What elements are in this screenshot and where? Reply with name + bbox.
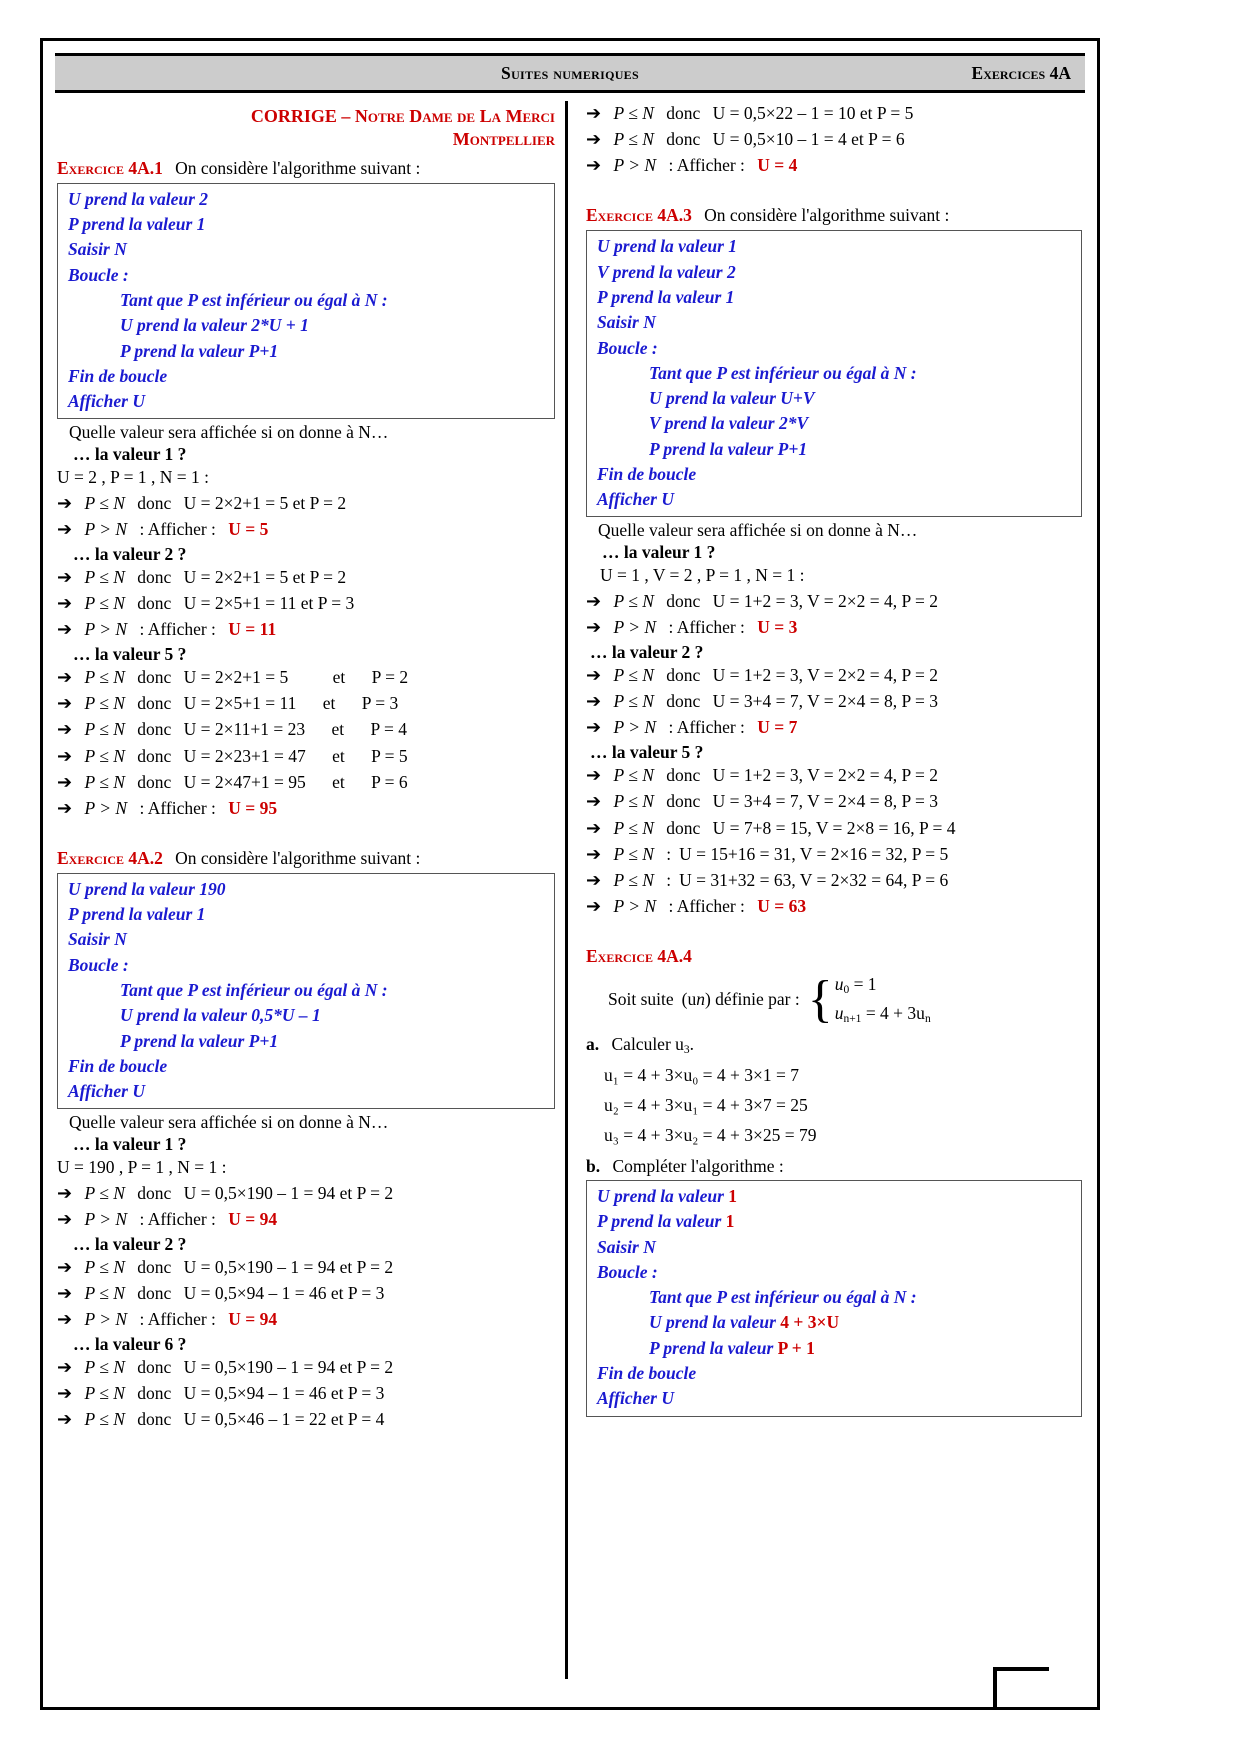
condition: P > N xyxy=(613,616,657,637)
algo-line: V prend la valeur 2*V xyxy=(649,413,809,434)
step-expr: U = 2×47+1 = 95 xyxy=(183,771,306,792)
algo-line: Tant que P est inférieur ou égal à N : xyxy=(120,980,388,1001)
arrow-icon: ➔ xyxy=(586,869,602,891)
afficher-word: : Afficher : xyxy=(139,619,216,640)
condition: P ≤ N xyxy=(84,1409,125,1430)
algo-line: Boucle : xyxy=(597,337,658,358)
condition: P > N xyxy=(84,619,128,640)
exercise-2-case-1-result xyxy=(57,1207,555,1233)
donc-word: donc xyxy=(666,817,701,838)
algo-line: U prend la valeur 2 xyxy=(68,188,208,209)
exercise-3-label: Exercice 4A.3 xyxy=(586,205,692,226)
suite-close: ) définie par : xyxy=(704,988,800,1009)
algo-line: U prend la valeur 1 xyxy=(597,236,737,257)
donc-word: donc xyxy=(137,1257,172,1277)
condition: P ≤ N xyxy=(613,590,654,611)
algorithm-box-2 xyxy=(57,873,555,1110)
result-value: U = 63 xyxy=(757,895,807,916)
step-expr: U = 0,5×94 – 1 = 46 et P = 3 xyxy=(183,1383,385,1404)
step-expr: U = 2×5+1 = 11 xyxy=(183,693,297,714)
algo-line: P prend la valeur 1 xyxy=(68,904,206,925)
et-word: et xyxy=(331,719,345,740)
afficher-word: : Afficher : xyxy=(668,717,745,738)
fill-in-value: 1 xyxy=(725,1211,735,1232)
p-value: P = 3 xyxy=(361,693,399,714)
step-expr: U = 0,5×94 – 1 = 46 et P = 3 xyxy=(183,1283,385,1304)
exercise-1-case-5-result xyxy=(57,796,555,822)
algo-line: Boucle : xyxy=(597,1261,658,1282)
condition: P ≤ N xyxy=(84,593,125,614)
algo-line: P prend la valeur 1 xyxy=(68,214,206,235)
arrow-icon: ➔ xyxy=(57,797,73,819)
et-word: et xyxy=(322,693,336,714)
et-word: et xyxy=(332,667,346,688)
exercise-1-heading xyxy=(57,157,555,180)
step-expr: U = 2×5+1 = 11 et P = 3 xyxy=(183,593,355,614)
step-expr: U = 0,5×46 – 1 = 22 et P = 4 xyxy=(183,1409,385,1430)
algo-line: V prend la valeur 2 xyxy=(597,261,736,282)
exercise-1-case-5-step-2 xyxy=(57,691,555,717)
condition: P ≤ N xyxy=(613,869,654,890)
document-page xyxy=(40,38,1100,1710)
arrow-icon: ➔ xyxy=(57,1409,73,1431)
exercise-4-calc-3: u₃ = 4 + 3×u₂ = 4 + 3×25 = 79 xyxy=(604,1124,817,1145)
exercise-4-part-b xyxy=(586,1156,1082,1177)
arrow-icon: ➔ xyxy=(586,791,602,813)
arrow-icon: ➔ xyxy=(57,745,73,767)
condition: P > N xyxy=(84,1208,128,1229)
arrow-icon: ➔ xyxy=(586,590,602,612)
donc-word: donc xyxy=(137,719,172,740)
algo-line: P prend la valeur P + 1 xyxy=(649,1337,815,1358)
case-label-text: … la valeur 6 ? xyxy=(73,1334,187,1355)
case-label-text: … la valeur 2 ? xyxy=(590,642,704,663)
left-column xyxy=(53,101,561,1679)
step-expr: U = 3+4 = 7, V = 2×4 = 8, P = 3 xyxy=(712,691,938,712)
arrow-icon: ➔ xyxy=(57,492,73,514)
condition: P ≤ N xyxy=(84,1257,125,1277)
exercise-3-case-5-label xyxy=(586,742,1082,763)
exercise-2-case-1-step-1 xyxy=(57,1181,555,1207)
step-expr: U = 31+32 = 63, V = 2×32 = 64, P = 6 xyxy=(679,869,949,890)
condition: P ≤ N xyxy=(613,129,654,150)
exercise-2-prompt: On considère l'algorithme suivant : xyxy=(175,847,421,868)
case-label-text: … la valeur 5 ? xyxy=(73,644,187,665)
case-label-text: … la valeur 2 ? xyxy=(73,543,187,564)
donc-word: donc xyxy=(137,593,172,614)
arrow-icon: ➔ xyxy=(586,717,602,739)
arrow-icon: ➔ xyxy=(57,1357,73,1379)
exercise-2-case-2-result xyxy=(57,1307,555,1333)
exercise-3-case-1-result xyxy=(586,615,1082,641)
suite-open: (u xyxy=(681,988,697,1009)
exercise-2-label: Exercice 4A.2 xyxy=(57,847,163,868)
result-value: U = 11 xyxy=(228,619,277,640)
exercise-2-heading xyxy=(57,847,555,870)
result-value: U = 5 xyxy=(228,518,269,539)
step-expr: U = 0,5×190 – 1 = 94 et P = 2 xyxy=(183,1182,394,1203)
algo-line: U prend la valeur 2*U + 1 xyxy=(120,315,309,336)
exercise-2-question: Quelle valeur sera affichée si on donne à N… xyxy=(69,1112,389,1133)
exercise-1-case-1-step-1 xyxy=(57,491,555,517)
fill-in-value: 1 xyxy=(728,1185,737,1206)
exercise-2-case-6-step-4 xyxy=(586,101,1082,127)
afficher-word: : Afficher : xyxy=(139,1309,216,1330)
exercise-2-case-2-step-2 xyxy=(57,1281,555,1307)
algorithm-box-1 xyxy=(57,183,555,420)
donc-word: donc xyxy=(137,566,172,587)
exercise-3-case-5-step-2 xyxy=(586,789,1082,815)
algorithm-box-3 xyxy=(586,230,1082,517)
algo-line: Tant que P est inférieur ou égal à N : xyxy=(649,362,917,383)
arrow-icon: ➔ xyxy=(57,719,73,741)
exercise-2-case-1-label xyxy=(57,1134,555,1155)
exercise-1-case-2-step-1 xyxy=(57,565,555,591)
header-title: Suites numeriques xyxy=(501,62,639,83)
donc-word: donc xyxy=(137,771,172,792)
part-b-label: b. xyxy=(586,1155,601,1176)
afficher-word: : Afficher : xyxy=(139,518,216,539)
exercise-1-case-2-step-2 xyxy=(57,591,555,617)
algo-line: U prend la valeur U+V xyxy=(649,388,815,409)
step-expr: U = 1+2 = 3, V = 2×2 = 4, P = 2 xyxy=(712,665,938,686)
exercise-4-label: Exercice 4A.4 xyxy=(586,945,692,966)
algo-line: Fin de boucle xyxy=(597,463,697,484)
result-value: U = 94 xyxy=(228,1208,278,1229)
part-b-text: Compléter l'algorithme : xyxy=(612,1155,784,1176)
exercise-3-case-5-step-4: ➔ P ≤ N : U = 15+16 = 31, V = 2×16 = 32, P = 5 xyxy=(586,843,949,865)
arrow-icon: ➔ xyxy=(586,843,602,865)
step-expr: U = 2×23+1 = 47 xyxy=(183,745,306,766)
algo-line: Tant que P est inférieur ou égal à N : xyxy=(120,290,388,310)
arrow-icon: ➔ xyxy=(586,155,602,177)
algo-line: P prend la valeur 1 xyxy=(597,286,735,307)
school-heading xyxy=(57,105,555,152)
exercise-2-case-6-step-1 xyxy=(57,1355,555,1381)
left-brace-icon: { xyxy=(807,970,833,1028)
algo-line: Afficher U xyxy=(68,1081,145,1102)
exercise-1-case-1-result xyxy=(57,517,555,543)
condition: P ≤ N xyxy=(613,765,654,786)
exercise-2-case-6-result xyxy=(586,153,1082,179)
case-label-text: … la valeur 1 ? xyxy=(73,444,187,465)
condition: P ≤ N xyxy=(613,103,654,123)
result-value: U = 95 xyxy=(228,797,278,818)
exercise-3-heading xyxy=(586,204,1082,227)
header-exercise-code: Exercices 4A xyxy=(971,62,1071,83)
afficher-word: : Afficher : xyxy=(139,797,216,818)
algo-line: Saisir N xyxy=(597,312,656,333)
algo-line: U prend la valeur 1 xyxy=(597,1185,737,1206)
step-expr: U = 7+8 = 15, V = 2×8 = 16, P = 4 xyxy=(712,817,956,838)
afficher-word: : Afficher : xyxy=(668,895,745,916)
algo-line: Boucle : xyxy=(68,954,129,975)
algorithm-box-4 xyxy=(586,1180,1082,1417)
exercise-3-case-5-step-5: ➔ P ≤ N : U = 31+32 = 63, V = 2×32 = 64, P = 6 xyxy=(586,869,949,891)
arrow-icon: ➔ xyxy=(586,103,602,124)
condition: P > N xyxy=(84,797,128,818)
recurrence-step: $u_{n+1} = 4 + 3u_n$ xyxy=(834,1002,931,1025)
recurrence-lines xyxy=(835,974,931,1025)
exercise-2-case-2-label xyxy=(57,1234,555,1255)
condition: P ≤ N xyxy=(84,1383,125,1404)
donc-word: donc xyxy=(137,1409,172,1430)
exercise-2-case-2-step-1 xyxy=(57,1255,555,1281)
fill-in-value: P + 1 xyxy=(777,1337,815,1358)
part-a-label: a. xyxy=(586,1033,600,1054)
case-label-text: … la valeur 1 ? xyxy=(602,542,716,563)
afficher-word: : Afficher : xyxy=(668,155,745,176)
donc-word: donc xyxy=(137,745,172,766)
condition: P ≤ N xyxy=(613,691,654,712)
exercise-2-case-6-step-2 xyxy=(57,1381,555,1407)
donc-word: donc xyxy=(137,1283,172,1304)
donc-word: donc xyxy=(666,103,701,123)
exercise-3-case-5-step-1 xyxy=(586,763,1082,789)
exercise-1-case-5-step-5 xyxy=(57,770,555,796)
condition: P > N xyxy=(613,155,657,176)
page-header xyxy=(55,53,1085,93)
exercise-2-case-6-step-3 xyxy=(57,1407,555,1433)
exercise-1-case-1-init: U = 2 , P = 1 , N = 1 : xyxy=(57,467,209,488)
donc-word: donc xyxy=(666,765,701,786)
condition: P ≤ N xyxy=(613,791,654,812)
algo-line: Saisir N xyxy=(68,239,127,260)
condition: P > N xyxy=(613,895,657,916)
exercise-3-question: Quelle valeur sera affichée si on donne à N… xyxy=(598,520,918,541)
part-a-text: Calculer $u_3$. xyxy=(611,1033,695,1056)
algo-line: Afficher U xyxy=(68,391,145,412)
arrow-icon: ➔ xyxy=(57,619,73,641)
p-value: P = 4 xyxy=(370,719,407,740)
result-value: U = 4 xyxy=(757,155,798,176)
afficher-word: : Afficher : xyxy=(139,1208,216,1229)
step-expr: U = 0,5×10 – 1 = 4 et P = 6 xyxy=(712,129,905,150)
arrow-icon: ➔ xyxy=(586,765,602,787)
condition: P ≤ N xyxy=(613,843,654,864)
exercise-1-case-5-step-1 xyxy=(57,665,555,691)
arrow-icon: ➔ xyxy=(57,1383,73,1405)
donc-word: donc xyxy=(137,693,172,714)
afficher-word: : Afficher : xyxy=(668,616,745,637)
condition: P ≤ N xyxy=(84,667,125,688)
step-expr: U = 1+2 = 3, V = 2×2 = 4, P = 2 xyxy=(712,590,938,611)
condition: P ≤ N xyxy=(84,566,125,587)
step-expr: U = 2×11+1 = 23 xyxy=(183,719,306,740)
exercise-1-case-5-step-4 xyxy=(57,744,555,770)
exercise-3-case-2-step-1 xyxy=(586,663,1082,689)
right-column xyxy=(578,101,1086,1679)
p-value: P = 6 xyxy=(371,771,408,792)
step-expr: U = 2×2+1 = 5 et P = 2 xyxy=(183,566,347,587)
exercise-4-heading xyxy=(586,945,1082,968)
recurrence-initial: $u_0 = 1$ xyxy=(834,973,877,996)
donc-word: donc xyxy=(137,1383,172,1404)
exercise-4-part-a xyxy=(586,1034,1082,1056)
arrow-icon: ➔ xyxy=(57,593,73,615)
donc-word: donc xyxy=(666,590,701,611)
donc-word: donc xyxy=(137,492,172,513)
result-value: U = 3 xyxy=(757,616,798,637)
algo-line: Afficher U xyxy=(597,1388,674,1409)
exercise-4-calc-1: u₁ = 4 + 3×u₀ = 4 + 3×1 = 7 xyxy=(604,1064,800,1085)
exercise-1-case-1-label xyxy=(57,444,555,465)
column-divider xyxy=(565,101,568,1679)
p-value: P = 2 xyxy=(371,667,409,688)
result-value: U = 94 xyxy=(228,1309,278,1330)
exercise-1-label: Exercice 4A.1 xyxy=(57,157,163,178)
exercise-3-case-1-init: U = 1 , V = 2 , P = 1 , N = 1 : xyxy=(600,565,805,586)
exercise-3-case-1-label xyxy=(586,542,1082,563)
condition: P ≤ N xyxy=(84,719,125,740)
algo-line: Afficher U xyxy=(597,489,674,510)
condition: P > N xyxy=(84,1309,128,1330)
condition: P ≤ N xyxy=(613,817,654,838)
step-expr: U = 2×2+1 = 5 xyxy=(183,667,289,688)
arrow-icon: ➔ xyxy=(57,1182,73,1204)
exercise-3-case-2-label xyxy=(586,642,1082,663)
exercise-2-case-1-init: U = 190 , P = 1 , N = 1 : xyxy=(57,1157,227,1178)
case-label-text: … la valeur 5 ? xyxy=(590,742,704,763)
exercise-3-case-2-step-2 xyxy=(586,689,1082,715)
algo-line: Fin de boucle xyxy=(68,365,168,386)
exercise-1-prompt: On considère l'algorithme suivant : xyxy=(175,157,421,178)
condition: P ≤ N xyxy=(84,1283,125,1304)
exercise-3-case-2-result xyxy=(586,715,1082,741)
suite-notation: (un) définie par : xyxy=(681,988,800,1009)
school-line-1: CORRIGE – Notre Dame de La Merci xyxy=(250,106,555,126)
result-value: U = 7 xyxy=(757,717,798,738)
exercise-3-case-5-step-3 xyxy=(586,816,1082,842)
exercise-1-case-2-label xyxy=(57,544,555,565)
condition: P ≤ N xyxy=(84,693,125,714)
fill-in-value: 4 + 3×U xyxy=(780,1312,840,1333)
arrow-icon: ➔ xyxy=(586,817,602,839)
exercise-2-case-6-step-5 xyxy=(586,127,1082,153)
algo-line: Fin de boucle xyxy=(68,1055,168,1076)
condition: P ≤ N xyxy=(84,771,125,792)
donc-word: donc xyxy=(666,129,701,150)
algo-line: Saisir N xyxy=(597,1236,656,1257)
algo-line: P prend la valeur P+1 xyxy=(120,1030,279,1051)
exercise-1-question: Quelle valeur sera affichée si on donne à N… xyxy=(69,422,389,443)
page-corner-mark xyxy=(993,1667,1049,1709)
arrow-icon: ➔ xyxy=(57,771,73,793)
arrow-icon: ➔ xyxy=(586,691,602,713)
algo-line: P prend la valeur P+1 xyxy=(649,438,808,459)
exercise-3-case-1-step-1 xyxy=(586,589,1082,615)
school-line-2: Montpellier xyxy=(452,129,555,150)
arrow-icon: ➔ xyxy=(586,616,602,638)
exercise-3-case-5-result xyxy=(586,894,1082,920)
et-word: et xyxy=(332,771,345,792)
step-expr: U = 0,5×190 – 1 = 94 et P = 2 xyxy=(183,1257,394,1277)
arrow-icon: ➔ xyxy=(586,129,602,151)
step-expr: U = 15+16 = 31, V = 2×16 = 32, P = 5 xyxy=(679,843,949,864)
algo-line: U prend la valeur 4 + 3×U xyxy=(649,1312,840,1333)
arrow-icon: ➔ xyxy=(57,1257,73,1278)
condition: P > N xyxy=(613,717,657,738)
exercise-1-case-2-result xyxy=(57,617,555,643)
condition: P > N xyxy=(84,518,128,539)
arrow-icon: ➔ xyxy=(57,1283,73,1305)
condition: P ≤ N xyxy=(84,1182,125,1203)
arrow-icon: ➔ xyxy=(57,1309,73,1331)
case-label-text: … la valeur 1 ? xyxy=(73,1134,187,1155)
algo-line: Fin de boucle xyxy=(597,1362,697,1383)
step-expr: U = 0,5×22 – 1 = 10 et P = 5 xyxy=(712,103,914,123)
step-expr: U = 1+2 = 3, V = 2×2 = 4, P = 2 xyxy=(712,765,938,786)
algo-line: P prend la valeur P+1 xyxy=(120,340,279,361)
arrow-icon: ➔ xyxy=(57,566,73,588)
donc-word: donc xyxy=(666,665,701,686)
exercise-4-definition xyxy=(586,970,1082,1028)
arrow-icon: ➔ xyxy=(586,895,602,917)
arrow-icon: ➔ xyxy=(57,667,73,689)
arrow-icon: ➔ xyxy=(586,665,602,687)
donc-word: donc xyxy=(666,691,701,712)
et-word: et xyxy=(332,745,345,766)
donc-word: donc xyxy=(137,667,172,688)
exercise-3-prompt: On considère l'algorithme suivant : xyxy=(704,205,950,226)
arrow-icon: ➔ xyxy=(57,693,73,715)
two-column-body xyxy=(53,101,1087,1679)
step-expr: U = 0,5×190 – 1 = 94 et P = 2 xyxy=(183,1357,394,1378)
exercise-1-case-5-label xyxy=(57,644,555,665)
algo-line: Saisir N xyxy=(68,929,127,950)
algo-line: Boucle : xyxy=(68,264,129,285)
condition: P ≤ N xyxy=(84,492,125,513)
arrow-icon: ➔ xyxy=(57,1208,73,1230)
step-expr: U = 2×2+1 = 5 et P = 2 xyxy=(183,492,347,513)
condition: P ≤ N xyxy=(84,745,125,766)
condition: P ≤ N xyxy=(84,1357,125,1378)
algo-line: U prend la valeur 190 xyxy=(68,878,226,899)
arrow-icon: ➔ xyxy=(57,518,73,540)
algo-line: Tant que P est inférieur ou égal à N : xyxy=(649,1287,917,1308)
soit-suite-text: Soit suite xyxy=(608,988,674,1009)
donc-word: donc xyxy=(666,791,701,812)
p-value: P = 5 xyxy=(371,745,408,766)
algo-line: U prend la valeur 0,5*U – 1 xyxy=(120,1005,321,1026)
donc-word: donc xyxy=(137,1182,172,1203)
algo-line: P prend la valeur 1 xyxy=(597,1211,735,1232)
case-label-text: … la valeur 2 ? xyxy=(73,1234,187,1254)
step-expr: U = 3+4 = 7, V = 2×4 = 8, P = 3 xyxy=(712,791,938,812)
condition: P ≤ N xyxy=(613,665,654,686)
exercise-4-calc-2: u₂ = 4 + 3×u₁ = 4 + 3×7 = 25 xyxy=(604,1094,808,1115)
exercise-1-case-5-step-3 xyxy=(57,717,555,743)
donc-word: donc xyxy=(137,1357,172,1378)
exercise-2-case-6-label xyxy=(57,1334,555,1355)
